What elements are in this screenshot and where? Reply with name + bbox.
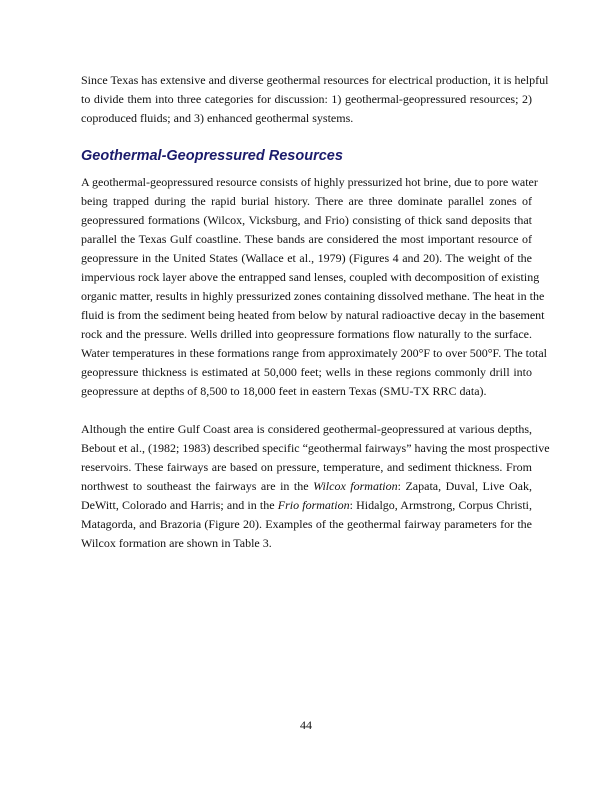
text-line: rock and the pressure. Wells drilled into geopressure formations flow naturally to the surface. <box>81 327 532 341</box>
text-line: geopressure in the United States (Wallace et al., 1979) (Figures 4 and 20). The weight of the <box>81 251 532 265</box>
text-segment: northwest to southeast the fairways are in the <box>81 479 314 493</box>
text-line: Bebout et al., (1982; 1983) described specific “geothermal fairways” having the most prospective <box>81 441 550 455</box>
text-line <box>81 496 532 515</box>
text-segment: DeWitt, Colorado and Harris; and in the <box>81 498 278 512</box>
text-line: to divide them into three categories for discussion: 1) geothermal-geopressured resources; 2) <box>81 92 532 106</box>
text-line: Matagorda, and Brazoria (Figure 20). Examples of the geothermal fairway parameters for the <box>81 517 532 531</box>
text-line: geopressured formations (Wilcox, Vicksburg, and Frio) consisting of thick sand deposits that <box>81 213 532 227</box>
text-line: being trapped during the rapid burial history. There are three dominate parallel zones of <box>81 194 532 208</box>
intro-paragraph <box>81 71 549 128</box>
text-line: reservoirs. These fairways are based on pressure, temperature, and sediment thickness. From <box>81 460 532 474</box>
section-heading: Geothermal-Geopressured Resources <box>81 148 343 164</box>
text-line: A geothermal-geopressured resource consists of highly pressurized hot brine, due to pore water <box>81 175 538 189</box>
italic-term-frio: Frio formation <box>277 498 350 512</box>
text-line: Wilcox formation are shown in Table 3. <box>81 536 272 550</box>
text-segment: : Hidalgo, Armstrong, Corpus Christi, <box>349 498 533 512</box>
italic-term-wilcox: Wilcox formation <box>313 479 398 493</box>
body-paragraph-1 <box>81 173 547 401</box>
page-number: 44 <box>300 718 312 732</box>
text-line: Although the entire Gulf Coast area is considered geothermal-geopressured at various depths, <box>81 422 532 436</box>
text-line: impervious rock layer above the entrapped sand lenses, coupled with decomposition of existing <box>81 270 540 284</box>
text-line: organic matter, results in highly pressurized zones containing dissolved methane. The heat in the <box>81 289 545 303</box>
text-line: fluid is from the sediment being heated from below by natural radioactive decay in the basement <box>81 308 545 322</box>
text-line: coproduced fluids; and 3) enhanced geothermal systems. <box>81 111 354 125</box>
text-line: parallel the Texas Gulf coastline. These bands are considered the most important resource of <box>81 232 532 246</box>
text-line <box>81 477 532 496</box>
text-line: geopressure at depths of 8,500 to 18,000 feet in eastern Texas (SMU-TX RRC data). <box>81 384 487 398</box>
text-line: Water temperatures in these formations range from approximately 200°F to over 500°F. The total <box>81 346 547 360</box>
text-line: geopressure thickness is estimated at 50,000 feet; wells in these regions commonly drill into <box>81 365 532 379</box>
text-line: Since Texas has extensive and diverse geothermal resources for electrical production, it is helpful <box>81 73 549 87</box>
body-paragraph-2 <box>81 420 550 553</box>
text-segment: : Zapata, Duval, Live Oak, <box>397 479 532 493</box>
